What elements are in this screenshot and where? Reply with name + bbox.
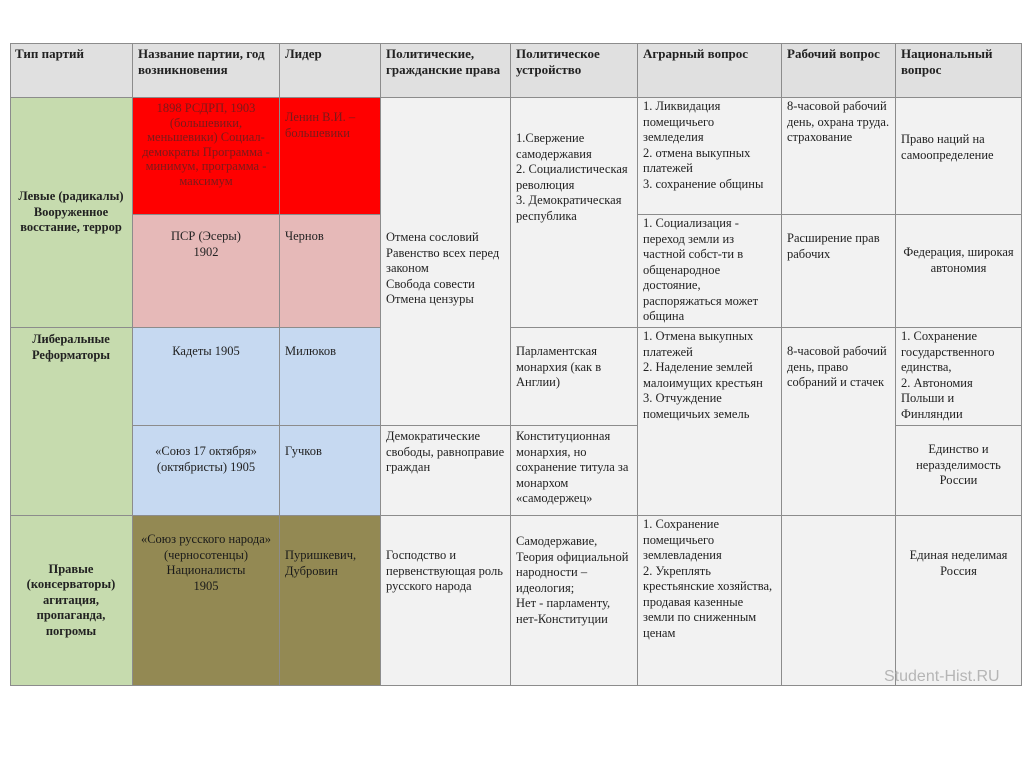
national-psr: Федерация, широкая автономия xyxy=(896,215,1022,328)
party-psr-leader: Чернов xyxy=(280,215,381,328)
party-srn-name: «Союз русского народа» (черносотенцы) Националисты 1905 xyxy=(133,516,280,686)
header-type: Тип партий xyxy=(10,43,133,98)
table-left-border xyxy=(10,43,11,686)
type-liberal-text: Либеральные Реформаторы xyxy=(31,332,111,362)
header-agrarian: Аграрный вопрос xyxy=(638,43,782,98)
structure-octobrists: Конституционная монархия, но сохранение титула за монархом «самодержец» xyxy=(511,426,638,516)
structure-kadets: Парламентская монархия (как в Англии) xyxy=(511,328,638,426)
national-kadets: 1. Сохранение государственного единства, 2. Автономия Польши и Финляндии xyxy=(896,328,1022,426)
header-rights: Политические, гражданские права xyxy=(381,43,511,98)
rights-right: Господство и первенствующая роль русского народа xyxy=(381,516,511,686)
party-rsdrp-name: 1898 РСДРП, 1903 (большевики, меньшевики) Социал-демократы Программа - минимум, программа - максимум xyxy=(133,98,280,215)
party-octobrists-leader: Гучков xyxy=(280,426,381,516)
party-psr-name: ПСР (Эсеры) 1902 xyxy=(133,215,280,328)
parties-table xyxy=(10,43,1022,686)
header-national: Национальный вопрос xyxy=(896,43,1022,98)
labor-liberal: 8-часовой рабочий день, право собраний и стачек xyxy=(782,328,896,516)
national-octobrists: Единство и неразделимость России xyxy=(896,426,1022,516)
header-structure: Политическое устройство xyxy=(511,43,638,98)
agrarian-liberal: 1. Отмена выкупных платежей 2. Наделение землей малоимущих крестьян 3. Отчуждение помещичьих земель xyxy=(638,328,782,516)
header-name: Название партии, год возникновения xyxy=(133,43,280,98)
party-rsdrp-leader: Ленин В.И. – большевики xyxy=(280,98,381,215)
party-kadets-name: Кадеты 1905 xyxy=(133,328,280,426)
type-liberal xyxy=(10,328,133,516)
party-kadets-leader: Милюков xyxy=(280,328,381,426)
type-right xyxy=(10,516,133,686)
party-octobrists-name: «Союз 17 октября» (октябристы) 1905 xyxy=(133,426,280,516)
labor-rsdrp: 8-часовой рабочий день, охрана труда. страхование xyxy=(782,98,896,215)
watermark: Student-Hist.RU xyxy=(884,668,1000,685)
national-rsdrp: Право наций на самоопределение xyxy=(896,98,1022,215)
type-right-text: Правые (консерваторы) агитация, пропаганда, погромы xyxy=(26,561,116,638)
agrarian-psr: 1. Социализация - переход земли из частной собст-ти в общенародное достояние, распоряжаться может община xyxy=(638,215,782,328)
header-labor: Рабочий вопрос xyxy=(782,43,896,98)
rights-octobrists: Демократические свободы, равноправие граждан xyxy=(381,426,511,516)
structure-left: 1.Свержение самодержавия 2. Социалистическая революция 3. Демократическая республика xyxy=(511,98,638,328)
labor-right xyxy=(782,516,896,686)
agrarian-right: 1. Сохранение помещичьего землевладения 2. Укреплять крестьянские хозяйства, продавая казенные земли по сниженным ценам xyxy=(638,516,782,686)
labor-psr: Расширение прав рабочих xyxy=(782,215,896,328)
table-top-border xyxy=(10,43,1022,44)
type-left xyxy=(10,98,133,328)
header-leader: Лидер xyxy=(280,43,381,98)
party-srn-leader: Пуришкевич, Дубровин xyxy=(280,516,381,686)
rights-left-liberal: Отмена сословий Равенство всех перед законом Свобода совести Отмена цензуры xyxy=(381,98,511,426)
structure-right: Самодержавие, Теория официальной народности – идеология; Нет - парламенту, нет-Конституции xyxy=(511,516,638,686)
type-left-text: Левые (радикалы) Вооруженное восстание, террор xyxy=(18,189,124,235)
agrarian-rsdrp: 1. Ликвидация помещичьего земледелия 2. отмена выкупных платежей 3. сохранение общины xyxy=(638,98,782,215)
national-right: Единая неделимая Россия xyxy=(896,516,1022,686)
